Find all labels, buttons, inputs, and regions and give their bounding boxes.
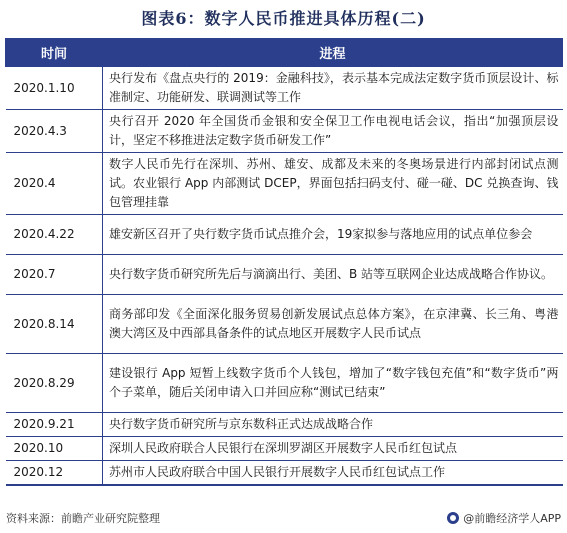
row-text: 苏州市人民政府联合中国人民银行开展数字人民币红包试点工作	[103, 461, 563, 486]
row-time: 2020.12	[6, 461, 103, 486]
footer	[0, 508, 567, 528]
table-row	[6, 437, 563, 461]
table-row	[6, 110, 563, 153]
row-text: 建设银行 App 短暂上线数字货币个人钱包，增加了“数字钱包充值”和“数字货币”两个子菜单，随后关闭申请入口并回应称“测试已结束”	[103, 354, 563, 413]
row-text: 央行召开 2020 年全国货币金银和安全保卫工作电视电话会议，指出“加强顶层设计，坚定不移推进法定数字货币研发工作”	[103, 110, 563, 153]
row-text: 深圳人民政府联合人民银行在深圳罗湖区开展数字人民币红包试点	[103, 437, 563, 461]
row-text: 数字人民币先行在深圳、苏州、雄安、成都及未来的冬奥场景进行内部封闭试点测试。农业银行 App 内部测试 DCEP，界面包括扫码支付、碰一碰、DC 兑换查询、钱包管理挂靠	[103, 153, 563, 215]
table-row	[6, 215, 563, 255]
header-progress: 进程	[103, 39, 563, 67]
row-text: 商务部印发《全面深化服务贸易创新发展试点总体方案》，在京津冀、长三角、粤港澳大湾区及中西部具备条件的试点地区开展数字人民币试点	[103, 295, 563, 354]
table-row	[6, 153, 563, 215]
row-time: 2020.8.29	[6, 354, 103, 413]
table-row	[6, 295, 563, 354]
row-time: 2020.10	[6, 437, 103, 461]
table-row	[6, 255, 563, 295]
row-time: 2020.4.3	[6, 110, 103, 153]
brand-credit	[447, 510, 561, 526]
table-row	[6, 413, 563, 437]
row-text: 央行数字货币研究所与京东数科正式达成战略合作	[103, 413, 563, 437]
row-time: 2020.1.10	[6, 67, 103, 110]
table-body	[6, 67, 563, 486]
table-row	[6, 67, 563, 110]
table-row	[6, 461, 563, 486]
row-time: 2020.4	[6, 153, 103, 215]
row-time: 2020.8.14	[6, 295, 103, 354]
row-text: 雄安新区召开了央行数字货币试点推介会，19家拟参与落地应用的试点单位参会	[103, 215, 563, 255]
chart-title: 图表6：数字人民币推进具体历程(二)	[141, 9, 426, 28]
source-note: 资料来源：前瞻产业研究院整理	[6, 512, 160, 525]
row-time: 2020.7	[6, 255, 103, 295]
table-header	[6, 39, 563, 67]
row-text: 央行发布《盘点央行的 2019：金融科技》，表示基本完成法定数字货币顶层设计、标准制定、功能研发、联调测试等工作	[103, 67, 563, 110]
header-row	[6, 39, 563, 67]
row-time: 2020.4.22	[6, 215, 103, 255]
header-time: 时间	[6, 39, 103, 67]
table-row	[6, 354, 563, 413]
brand-text: @前瞻经济学人APP	[463, 512, 561, 525]
row-text: 央行数字货币研究所先后与滴滴出行、美团、B 站等互联网企业达成战略合作协议。	[103, 255, 563, 295]
row-time: 2020.9.21	[6, 413, 103, 437]
progress-table	[5, 38, 563, 486]
brand-logo-icon	[447, 512, 459, 524]
